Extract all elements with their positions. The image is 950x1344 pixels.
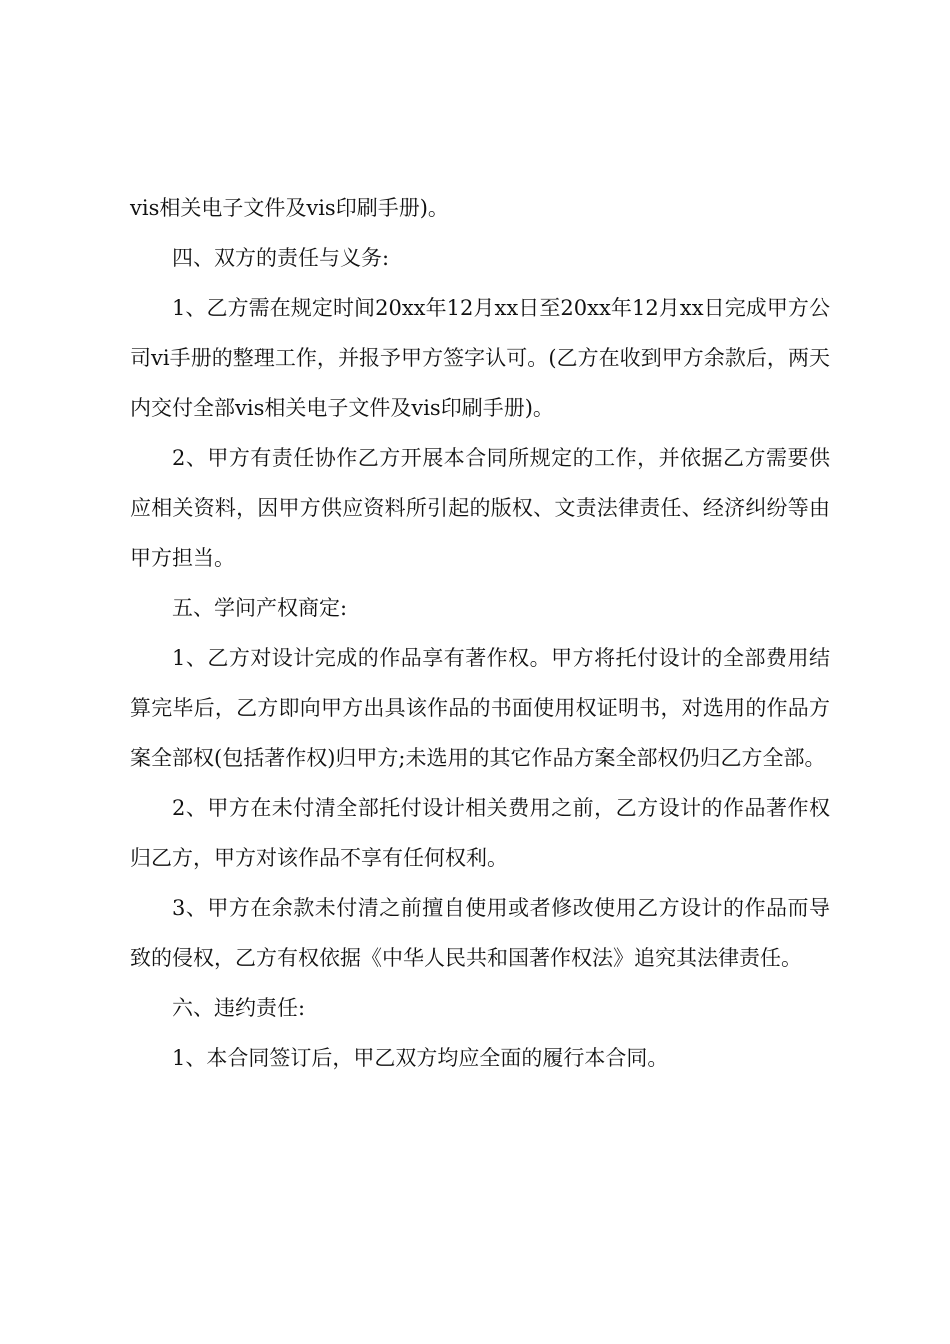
section-heading-obligations: 四、双方的责任与义务:	[172, 246, 390, 270]
section-heading-breach: 六、违约责任:	[172, 996, 306, 1020]
paragraph-clause-4-1: 1、乙方需在规定时间20xx年12月xx日至20xx年12月xx日完成甲方公司vi手册的整理工作，并报予甲方签字认可。(乙方在收到甲方余款后，两天内交付全部vis相关电子文件及vis印刷手册)。	[130, 296, 830, 420]
paragraph-clause-5-1: 1、乙方对设计完成的作品享有著作权。甲方将托付设计的全部费用结算完毕后，乙方即向甲方出具该作品的书面使用权证明书，对选用的作品方案全部权(包括著作权)归甲方;未选用的其它作品方案全部权仍归乙方全部。	[130, 646, 830, 770]
paragraph-clause-5-3: 3、甲方在余款未付清之前擅自使用或者修改使用乙方设计的作品而导致的侵权，乙方有权依据《中华人民共和国著作权法》追究其法律责任。	[130, 896, 830, 970]
paragraph-clause-5-2: 2、甲方在未付清全部托付设计相关费用之前，乙方设计的作品著作权归乙方，甲方对该作品不享有任何权利。	[130, 796, 830, 870]
section-heading-ip: 五、学问产权商定:	[172, 596, 348, 620]
document-body	[130, 183, 830, 1083]
paragraph-clause-4-2: 2、甲方有责任协作乙方开展本合同所规定的工作，并依据乙方需要供应相关资料，因甲方供应资料所引起的版权、文责法律责任、经济纠纷等由甲方担当。	[130, 446, 830, 570]
paragraph-clause-6-1: 1、本合同签订后，甲乙双方均应全面的履行本合同。	[172, 1046, 669, 1070]
paragraph-continuation: vis相关电子文件及vis印刷手册)。	[130, 196, 449, 220]
